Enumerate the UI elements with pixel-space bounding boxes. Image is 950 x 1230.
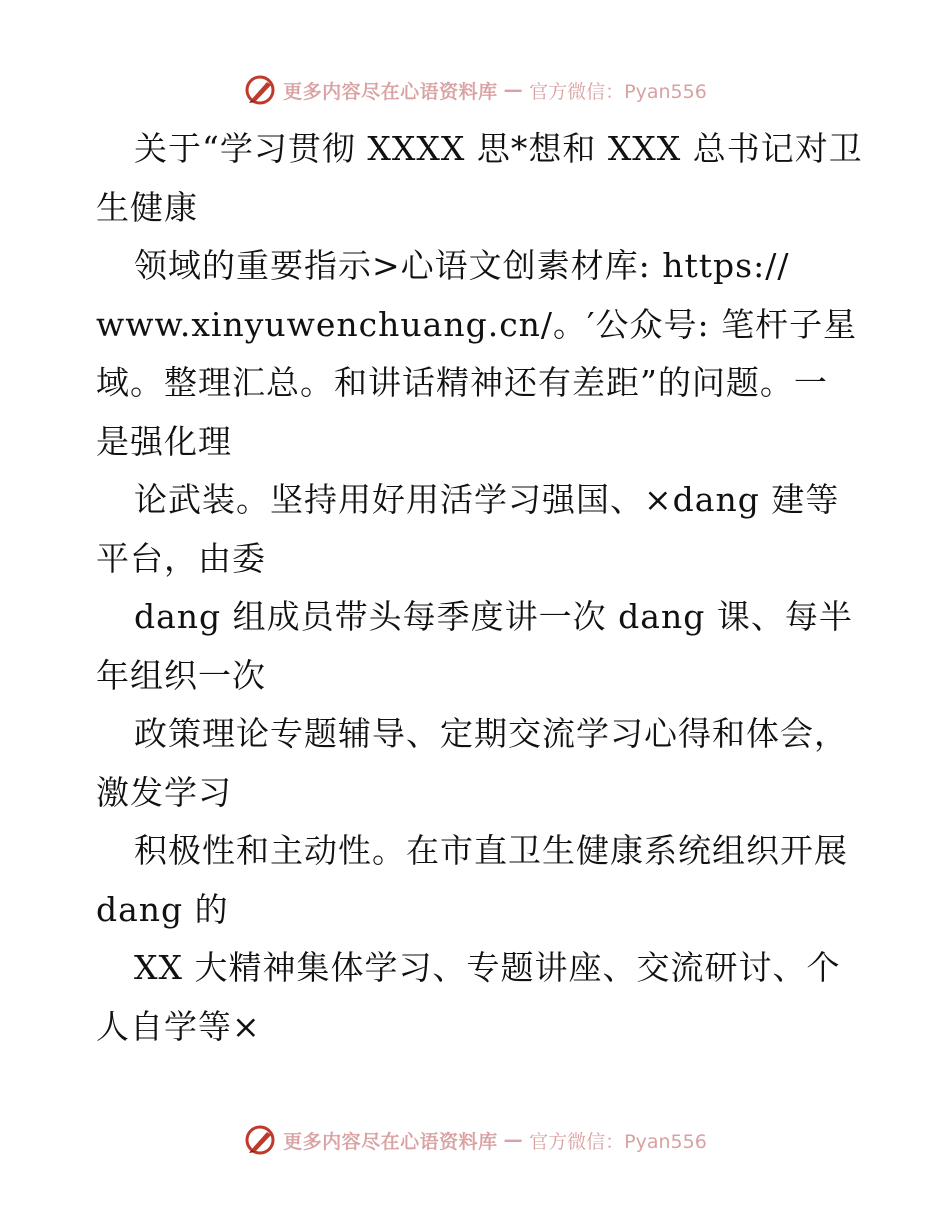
body-line: 人自学等×: [96, 1006, 261, 1046]
header-banner-text: 更多内容尽在心语资料库: [283, 80, 498, 103]
body-line: 政策理论专题辅导、定期交流学习心得和体会，: [134, 714, 848, 753]
body-line: 年组织一次: [96, 655, 266, 695]
body-line: 关于“学习贯彻 XXXX 思*想和 XXX 总书记对卫: [134, 129, 863, 168]
header-banner[interactable]: [0, 70, 950, 110]
body-line: 生健康: [96, 187, 198, 227]
body-line: 领域的重要指示>心语文创素材库: https://: [134, 246, 790, 285]
brush-logo-icon: [243, 73, 277, 107]
header-banner-separator: —: [503, 79, 524, 101]
document-body: [96, 120, 866, 1056]
footer-banner[interactable]: [0, 1120, 950, 1160]
body-line: 激发学习: [96, 772, 232, 812]
body-line: dang 的: [96, 889, 229, 929]
footer-banner-contact: 官方微信：Pyan556: [529, 1130, 707, 1153]
header-banner-contact: 官方微信：Pyan556: [529, 80, 707, 103]
brush-logo-icon: [243, 1123, 277, 1157]
footer-banner-separator: —: [503, 1129, 524, 1151]
body-line: 域。整理汇总。和讲话精神还有差距”的问题。一: [96, 363, 828, 402]
body-line: 平台，由委: [96, 538, 266, 578]
body-line: dang 组成员带头每季度讲一次 dang 课、每半: [134, 597, 853, 636]
body-line: www.xinyuwenchuang.cn/。′公众号: 笔杆子星: [96, 304, 858, 344]
body-line: 是强化理: [96, 421, 232, 461]
body-line: 积极性和主动性。在市直卫生健康系统组织开展: [134, 831, 848, 870]
body-line: XX 大精神集体学习、专题讲座、交流研讨、个: [134, 948, 841, 987]
footer-banner-text: 更多内容尽在心语资料库: [283, 1130, 498, 1153]
body-line: 论武装。坚持用好用活学习强国、×dang 建等: [134, 480, 840, 519]
